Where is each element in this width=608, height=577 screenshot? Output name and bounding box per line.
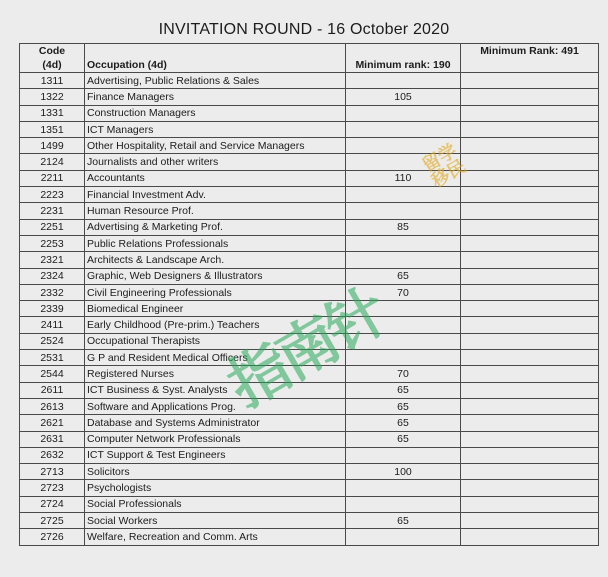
- cell-minimum-rank-190: 65: [346, 431, 461, 447]
- cell-code: 2725: [20, 513, 85, 529]
- cell-code: 2339: [20, 301, 85, 317]
- cell-code: 2223: [20, 187, 85, 203]
- cell-occupation: Advertising, Public Relations & Sales: [85, 73, 346, 89]
- table-row: [20, 203, 599, 219]
- cell-minimum-rank-491: [461, 366, 599, 382]
- cell-minimum-rank-190: [346, 333, 461, 349]
- cell-minimum-rank-190: [346, 187, 461, 203]
- cell-minimum-rank-190: 110: [346, 170, 461, 186]
- cell-minimum-rank-190: 100: [346, 464, 461, 480]
- cell-minimum-rank-491: [461, 187, 599, 203]
- cell-minimum-rank-491: [461, 252, 599, 268]
- cell-minimum-rank-491: [461, 170, 599, 186]
- table-row: [20, 170, 599, 186]
- table-row: [20, 333, 599, 349]
- cell-code: 2544: [20, 366, 85, 382]
- cell-occupation: Welfare, Recreation and Comm. Arts: [85, 529, 346, 545]
- header-minimum-rank-491: Minimum Rank: 491: [461, 44, 599, 73]
- table-row: [20, 187, 599, 203]
- table-body: [20, 73, 599, 546]
- cell-code: 2632: [20, 447, 85, 463]
- cell-occupation: Early Childhood (Pre-prim.) Teachers: [85, 317, 346, 333]
- table-row: [20, 89, 599, 105]
- table-row: [20, 138, 599, 154]
- cell-minimum-rank-190: [346, 154, 461, 170]
- cell-occupation: Advertising & Marketing Prof.: [85, 219, 346, 235]
- cell-occupation: ICT Support & Test Engineers: [85, 447, 346, 463]
- table-row: [20, 317, 599, 333]
- cell-minimum-rank-190: 70: [346, 366, 461, 382]
- cell-occupation: Architects & Landscape Arch.: [85, 252, 346, 268]
- cell-code: 2251: [20, 219, 85, 235]
- cell-minimum-rank-491: [461, 73, 599, 89]
- cell-minimum-rank-190: 85: [346, 219, 461, 235]
- cell-code: 2324: [20, 268, 85, 284]
- cell-occupation: Journalists and other writers: [85, 154, 346, 170]
- table-row: [20, 382, 599, 398]
- cell-minimum-rank-491: [461, 382, 599, 398]
- cell-code: 2124: [20, 154, 85, 170]
- cell-minimum-rank-190: 65: [346, 382, 461, 398]
- cell-code: 1311: [20, 73, 85, 89]
- cell-occupation: Accountants: [85, 170, 346, 186]
- cell-occupation: Graphic, Web Designers & Illustrators: [85, 268, 346, 284]
- table-row: [20, 219, 599, 235]
- cell-code: 2524: [20, 333, 85, 349]
- page-title: INVITATION ROUND - 16 October 2020: [158, 21, 450, 38]
- cell-code: 2211: [20, 170, 85, 186]
- cell-occupation: Biomedical Engineer: [85, 301, 346, 317]
- cell-code: 2724: [20, 496, 85, 512]
- cell-occupation: G P and Resident Medical Officers: [85, 350, 346, 366]
- cell-code: 2321: [20, 252, 85, 268]
- cell-minimum-rank-190: [346, 121, 461, 137]
- cell-occupation: Construction Managers: [85, 105, 346, 121]
- table-row: [20, 447, 599, 463]
- cell-minimum-rank-190: 105: [346, 89, 461, 105]
- cell-minimum-rank-491: [461, 235, 599, 251]
- cell-occupation: ICT Managers: [85, 121, 346, 137]
- cell-minimum-rank-491: [461, 219, 599, 235]
- cell-code: 2531: [20, 350, 85, 366]
- cell-minimum-rank-190: 65: [346, 398, 461, 414]
- cell-occupation: Registered Nurses: [85, 366, 346, 382]
- cell-code: 2231: [20, 203, 85, 219]
- cell-code: 2713: [20, 464, 85, 480]
- cell-code: 1499: [20, 138, 85, 154]
- cell-occupation: Financial Investment Adv.: [85, 187, 346, 203]
- table-row: [20, 350, 599, 366]
- table-row: [20, 464, 599, 480]
- cell-minimum-rank-491: [461, 464, 599, 480]
- cell-code: 2332: [20, 284, 85, 300]
- watermark-main-text: 指南针: [216, 277, 397, 422]
- cell-minimum-rank-491: [461, 89, 599, 105]
- cell-minimum-rank-491: [461, 529, 599, 545]
- watermark-small-text: 留学移民: [419, 140, 470, 193]
- header-code: [20, 44, 85, 73]
- cell-occupation: Occupational Therapists: [85, 333, 346, 349]
- cell-code: 2631: [20, 431, 85, 447]
- cell-minimum-rank-491: [461, 284, 599, 300]
- cell-minimum-rank-190: [346, 480, 461, 496]
- table-row: [20, 366, 599, 382]
- cell-code: 1351: [20, 121, 85, 137]
- cell-occupation: Computer Network Professionals: [85, 431, 346, 447]
- cell-occupation: Civil Engineering Professionals: [85, 284, 346, 300]
- table-row: [20, 496, 599, 512]
- table-row: [20, 235, 599, 251]
- cell-minimum-rank-491: [461, 203, 599, 219]
- cell-minimum-rank-491: [461, 301, 599, 317]
- cell-minimum-rank-190: [346, 301, 461, 317]
- cell-minimum-rank-491: [461, 154, 599, 170]
- cell-occupation: ICT Business & Syst. Analysts: [85, 382, 346, 398]
- cell-minimum-rank-491: [461, 513, 599, 529]
- table-row: [20, 154, 599, 170]
- header-occupation: Occupation (4d): [85, 44, 346, 73]
- table-row: [20, 398, 599, 414]
- table-row: [20, 121, 599, 137]
- cell-code: 2411: [20, 317, 85, 333]
- cell-minimum-rank-491: [461, 447, 599, 463]
- cell-minimum-rank-491: [461, 398, 599, 414]
- table-row: [20, 73, 599, 89]
- cell-code: 2611: [20, 382, 85, 398]
- cell-minimum-rank-491: [461, 496, 599, 512]
- cell-minimum-rank-491: [461, 333, 599, 349]
- header-code-line2: (4d): [42, 59, 62, 71]
- cell-code: 1331: [20, 105, 85, 121]
- table-row: [20, 431, 599, 447]
- cell-occupation: Finance Managers: [85, 89, 346, 105]
- table-row: [20, 415, 599, 431]
- cell-code: 1322: [20, 89, 85, 105]
- cell-minimum-rank-491: [461, 138, 599, 154]
- cell-minimum-rank-190: [346, 447, 461, 463]
- cell-occupation: Database and Systems Administrator: [85, 415, 346, 431]
- cell-minimum-rank-491: [461, 105, 599, 121]
- cell-minimum-rank-491: [461, 415, 599, 431]
- header-minimum-rank-190: Minimum rank: 190: [346, 44, 461, 73]
- cell-minimum-rank-190: 70: [346, 284, 461, 300]
- cell-minimum-rank-190: [346, 350, 461, 366]
- invitation-table: [19, 43, 599, 546]
- cell-code: 2723: [20, 480, 85, 496]
- cell-minimum-rank-190: [346, 252, 461, 268]
- cell-minimum-rank-491: [461, 317, 599, 333]
- table-header-row: [20, 44, 599, 73]
- table-row: [20, 252, 599, 268]
- cell-minimum-rank-190: [346, 529, 461, 545]
- table-row: [20, 513, 599, 529]
- cell-minimum-rank-190: [346, 138, 461, 154]
- cell-code: 2613: [20, 398, 85, 414]
- cell-occupation: Solicitors: [85, 464, 346, 480]
- table-row: [20, 480, 599, 496]
- cell-occupation: Software and Applications Prog.: [85, 398, 346, 414]
- cell-minimum-rank-190: 65: [346, 415, 461, 431]
- cell-minimum-rank-190: [346, 317, 461, 333]
- cell-minimum-rank-491: [461, 268, 599, 284]
- cell-code: 2621: [20, 415, 85, 431]
- cell-minimum-rank-190: [346, 203, 461, 219]
- header-code-line1: Code: [38, 45, 66, 57]
- cell-code: 2726: [20, 529, 85, 545]
- cell-occupation: Social Workers: [85, 513, 346, 529]
- cell-minimum-rank-190: [346, 235, 461, 251]
- cell-occupation: Public Relations Professionals: [85, 235, 346, 251]
- table-row: [20, 268, 599, 284]
- table-row: [20, 529, 599, 545]
- cell-occupation: Human Resource Prof.: [85, 203, 346, 219]
- cell-minimum-rank-491: [461, 350, 599, 366]
- cell-minimum-rank-190: 65: [346, 268, 461, 284]
- cell-occupation: Psychologists: [85, 480, 346, 496]
- cell-minimum-rank-491: [461, 431, 599, 447]
- cell-minimum-rank-491: [461, 480, 599, 496]
- table-row: [20, 301, 599, 317]
- cell-minimum-rank-190: [346, 73, 461, 89]
- cell-code: 2253: [20, 235, 85, 251]
- table-row: [20, 105, 599, 121]
- cell-minimum-rank-190: [346, 496, 461, 512]
- cell-minimum-rank-190: 65: [346, 513, 461, 529]
- cell-minimum-rank-190: [346, 105, 461, 121]
- table-row: [20, 284, 599, 300]
- cell-occupation: Other Hospitality, Retail and Service Managers: [85, 138, 346, 154]
- cell-occupation: Social Professionals: [85, 496, 346, 512]
- cell-minimum-rank-491: [461, 121, 599, 137]
